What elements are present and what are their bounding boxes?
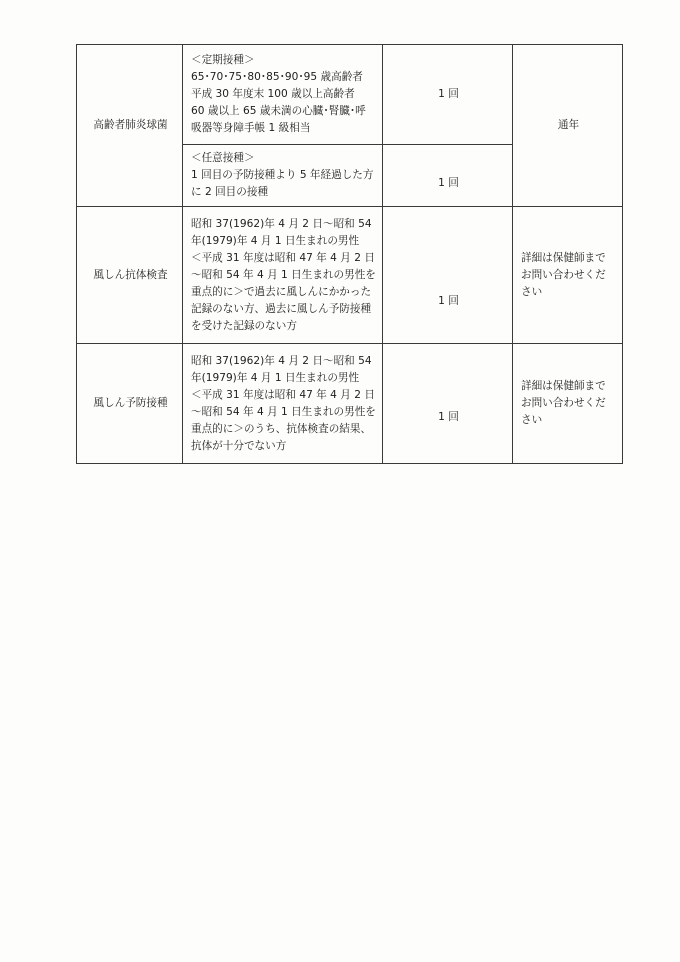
- vaccine-name-cell: [77, 207, 183, 344]
- period-text: さい: [521, 285, 543, 298]
- count-value: 1 回: [438, 88, 459, 100]
- eligibility-cell: [183, 207, 383, 344]
- vaccination-table: [76, 44, 623, 464]
- count-value: 1 回: [438, 176, 459, 189]
- eligibility-line: 重点的に＞のうち、抗体検査の結果、: [191, 422, 372, 435]
- eligibility-line: ～昭和 54 年 4 月 1 日生まれの男性を: [191, 268, 376, 281]
- table-row-rubella-vaccination: [77, 344, 623, 464]
- eligibility-line: 年(1979)年 4 月 1 日生まれの男性: [191, 234, 360, 247]
- eligibility-line: 昭和 37(1962)年 4 月 2 日～昭和 54: [191, 354, 372, 367]
- eligibility-cell: [183, 344, 383, 464]
- count-cell: [383, 207, 513, 344]
- eligibility-line: 抗体が十分でない方: [191, 439, 287, 452]
- period-text: さい: [521, 414, 543, 426]
- vaccine-name-cell: [77, 45, 183, 207]
- period-text: 詳細は保健師まで: [521, 380, 606, 392]
- eligibility-cell: [183, 45, 383, 145]
- eligibility-line: に 2 回目の接種: [191, 186, 269, 198]
- period-cell: [513, 344, 623, 464]
- eligibility-line: ＜任意接種＞: [191, 152, 255, 164]
- eligibility-line: 昭和 37(1962)年 4 月 2 日～昭和 54: [191, 217, 372, 230]
- eligibility-line: 記録のない方、過去に風しん予防接種: [191, 302, 372, 315]
- period-cell: [513, 207, 623, 344]
- vaccine-name: 風しん予防接種: [93, 397, 168, 409]
- eligibility-line: 吸器等身障手帳 1 級相当: [191, 122, 311, 134]
- vaccine-name: 高齢者肺炎球菌: [93, 119, 168, 131]
- eligibility-line: を受けた記録のない方: [191, 319, 297, 332]
- period-text: お問い合わせくだ: [521, 268, 606, 281]
- eligibility-line: ＜平成 31 年度は昭和 47 年 4 月 2 日: [191, 388, 375, 401]
- eligibility-line: ＜定期接種＞: [191, 54, 255, 66]
- period-text: お問い合わせくだ: [521, 397, 606, 409]
- eligibility-line: 平成 30 年度末 100 歳以上高齢者: [191, 88, 355, 100]
- table-row-rubella-antibody-test: [77, 207, 623, 344]
- period-cell: [513, 45, 623, 207]
- table-row-pneumococcal-routine: [77, 45, 623, 145]
- period-text: 詳細は保健師まで: [521, 251, 606, 264]
- count-cell: [383, 145, 513, 207]
- count-cell: [383, 45, 513, 145]
- count-value: 1 回: [438, 411, 459, 423]
- eligibility-line: 1 回目の予防接種より 5 年経過した方: [191, 169, 374, 181]
- vaccine-name: 風しん抗体検査: [93, 268, 168, 281]
- eligibility-line: ～昭和 54 年 4 月 1 日生まれの男性を: [191, 405, 376, 418]
- count-value: 1 回: [438, 294, 459, 307]
- eligibility-line: 重点的に＞で過去に風しんにかかった: [191, 285, 372, 298]
- eligibility-line: 年(1979)年 4 月 1 日生まれの男性: [191, 371, 360, 384]
- eligibility-cell: [183, 145, 383, 207]
- period-text: 通年: [557, 119, 580, 131]
- eligibility-line: 65･70･75･80･85･90･95 歳高齢者: [191, 71, 363, 83]
- eligibility-line: ＜平成 31 年度は昭和 47 年 4 月 2 日: [191, 251, 375, 264]
- vaccine-name-cell: [77, 344, 183, 464]
- count-cell: [383, 344, 513, 464]
- eligibility-line: 60 歳以上 65 歳未満の心臓･腎臓･呼: [191, 105, 366, 117]
